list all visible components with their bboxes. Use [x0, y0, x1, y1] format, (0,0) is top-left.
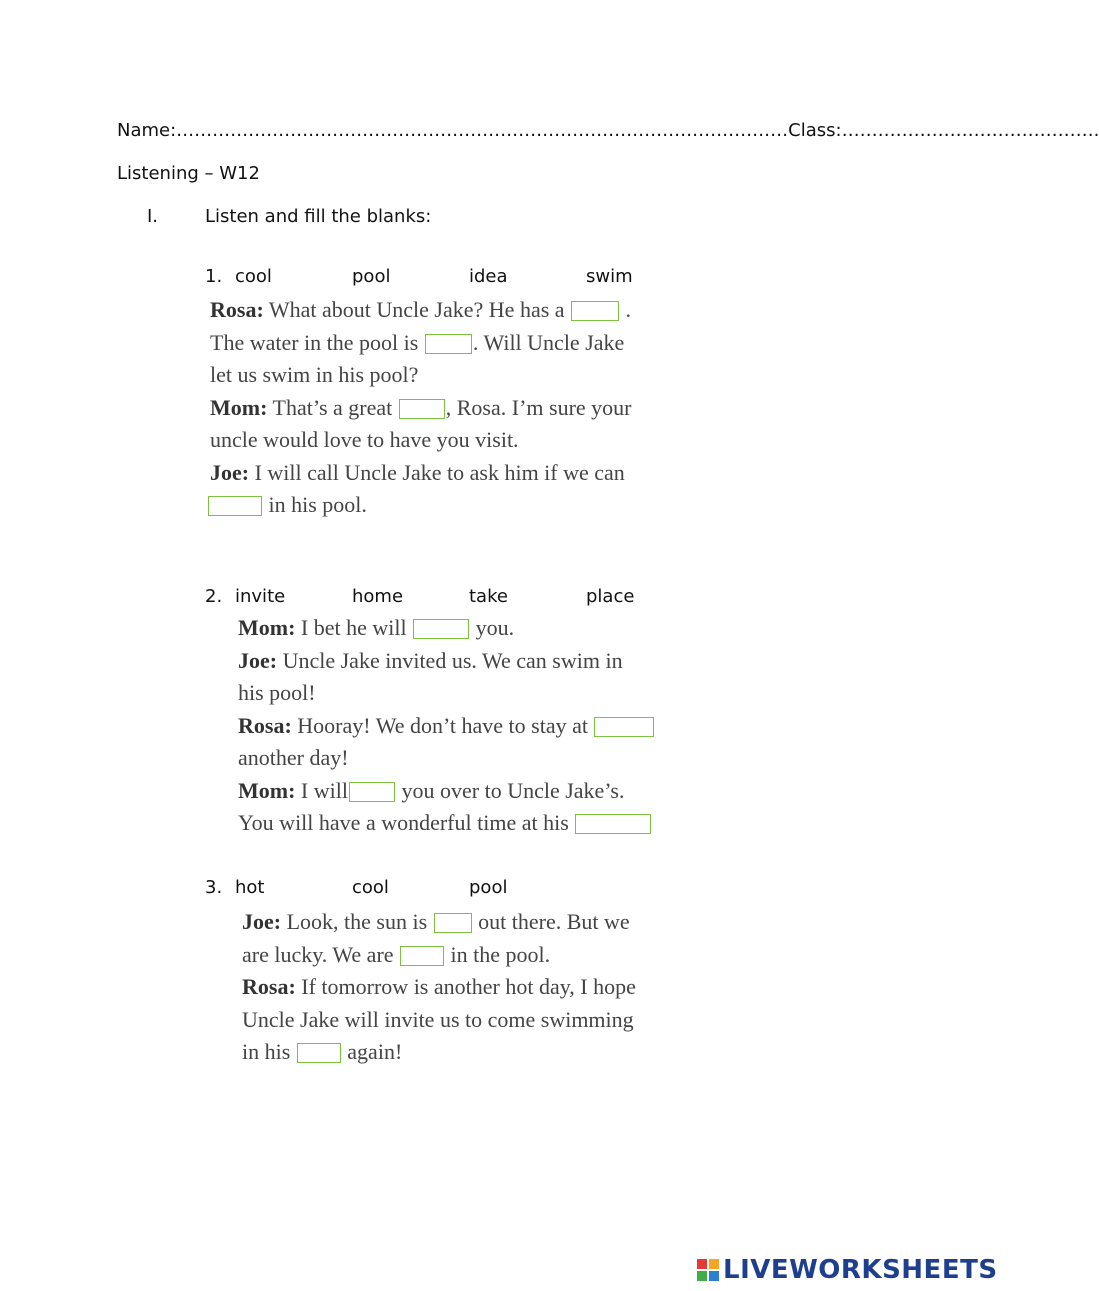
dialogue-line: [210, 392, 632, 425]
dialogue-text: out there. But we: [472, 909, 630, 934]
dialogue-line: [238, 612, 655, 645]
dialogue-text: You will have a wonderful time at his: [238, 810, 575, 835]
logo-text: LIVEWORKSHEETS: [723, 1255, 998, 1285]
speaker-name: Rosa:: [238, 712, 292, 738]
name-label: Name:…………………………………………………………………………………………: [117, 120, 789, 141]
dialogue-text: again!: [341, 1039, 403, 1064]
speaker-name: Joe:: [242, 909, 282, 934]
dialogue-text: If tomorrow is another hot day, I hope: [295, 974, 636, 999]
name-field-label: [117, 120, 1099, 141]
dialogue-line: [238, 677, 655, 710]
dialogue-text: I will call Uncle Jake to ask him if we can: [249, 459, 625, 485]
word-bank-item: idea: [469, 266, 508, 287]
speaker-name: Rosa:: [210, 297, 264, 322]
dialogue-line: [242, 1004, 636, 1037]
dialogue-text: That’s a great: [267, 394, 398, 420]
dialogue-text: , Rosa. I’m sure your: [445, 394, 632, 420]
speaker-name: Mom:: [238, 777, 296, 803]
speaker-name: Rosa:: [242, 974, 296, 999]
logo-icon: [697, 1259, 719, 1281]
class-label: Class:…………………………………….: [788, 120, 1099, 141]
logo-square: [697, 1271, 707, 1281]
dialogue-text: are lucky. We are: [242, 941, 400, 967]
dialogue-text: you.: [470, 615, 515, 640]
answer-blank[interactable]: [297, 1043, 341, 1063]
dialogue-text: What about Uncle Jake? He has a: [263, 297, 571, 322]
dialogue-text: I will: [295, 777, 348, 803]
word-bank-item: cool: [235, 266, 272, 287]
exercise-number: 3.: [205, 877, 223, 898]
word-bank-item: swim: [586, 266, 633, 287]
dialogue-block: [242, 906, 636, 1069]
word-bank-item: home: [352, 586, 404, 607]
dialogue-line: [210, 359, 632, 392]
exercise-number: 1.: [205, 266, 223, 287]
section-instruction: Listen and fill the blanks:: [205, 206, 432, 227]
section-numeral: I.: [147, 206, 159, 227]
word-bank-item: hot: [235, 877, 265, 898]
dialogue-line: [238, 775, 655, 808]
dialogue-block: [238, 612, 655, 840]
dialogue-line: [210, 294, 632, 327]
answer-blank[interactable]: [400, 946, 444, 966]
dialogue-text: in his pool.: [263, 492, 367, 517]
dialogue-text: Uncle Jake will invite us to come swimming: [242, 1006, 634, 1032]
dialogue-line: [210, 327, 632, 360]
dialogue-text: his pool!: [238, 680, 316, 705]
word-bank-item: pool: [352, 266, 391, 287]
dialogue-line: [238, 807, 655, 840]
dialogue-text: I bet he will: [295, 615, 413, 640]
dialogue-line: [242, 939, 636, 972]
dialogue-text: The water in the pool is: [210, 329, 424, 355]
dialogue-text: .: [620, 297, 632, 322]
answer-blank[interactable]: [349, 782, 395, 802]
dialogue-line: [242, 906, 636, 939]
answer-blank[interactable]: [434, 913, 472, 933]
logo-square: [709, 1271, 719, 1281]
dialogue-line: [238, 645, 655, 678]
answer-blank[interactable]: [399, 399, 445, 419]
speaker-name: Joe:: [238, 647, 278, 673]
dialogue-text: uncle would love to have you visit.: [210, 427, 519, 452]
answer-blank[interactable]: [208, 496, 262, 516]
word-bank-item: invite: [235, 586, 286, 607]
dialogue-text: in his: [242, 1039, 296, 1064]
dialogue-block: [210, 294, 632, 522]
speaker-name: Joe:: [210, 459, 250, 485]
answer-blank[interactable]: [571, 301, 619, 321]
answer-blank[interactable]: [413, 619, 469, 639]
exercise-number: 2.: [205, 586, 223, 607]
dialogue-text: let us swim in his pool?: [210, 362, 419, 387]
dialogue-line: [238, 742, 655, 775]
dialogue-text: Look, the sun is: [281, 909, 433, 934]
word-bank-item: take: [469, 586, 508, 607]
dialogue-line: [242, 1036, 636, 1069]
answer-blank[interactable]: [425, 334, 472, 354]
answer-blank[interactable]: [594, 717, 654, 737]
word-bank-item: cool: [352, 877, 389, 898]
word-bank-item: place: [586, 586, 635, 607]
dialogue-text: you over to Uncle Jake’s.: [395, 777, 625, 803]
dialogue-text: in the pool.: [445, 941, 551, 967]
word-bank-item: pool: [469, 877, 508, 898]
dialogue-line: [210, 457, 632, 490]
answer-blank[interactable]: [575, 814, 651, 834]
dialogue-line: [242, 971, 636, 1004]
logo-square: [709, 1259, 719, 1269]
page-subtitle: Listening – W12: [117, 163, 260, 184]
speaker-name: Mom:: [238, 615, 296, 640]
dialogue-text: . Will Uncle Jake: [472, 329, 625, 355]
liveworksheets-logo: [697, 1254, 998, 1286]
dialogue-line: [207, 489, 632, 522]
dialogue-line: [210, 424, 632, 457]
logo-square: [697, 1259, 707, 1269]
speaker-name: Mom:: [210, 394, 268, 420]
dialogue-line: [238, 710, 655, 743]
dialogue-text: another day!: [238, 745, 349, 770]
dialogue-text: Hooray! We don’t have to stay at: [291, 712, 594, 738]
dialogue-text: Uncle Jake invited us. We can swim in: [277, 647, 623, 673]
